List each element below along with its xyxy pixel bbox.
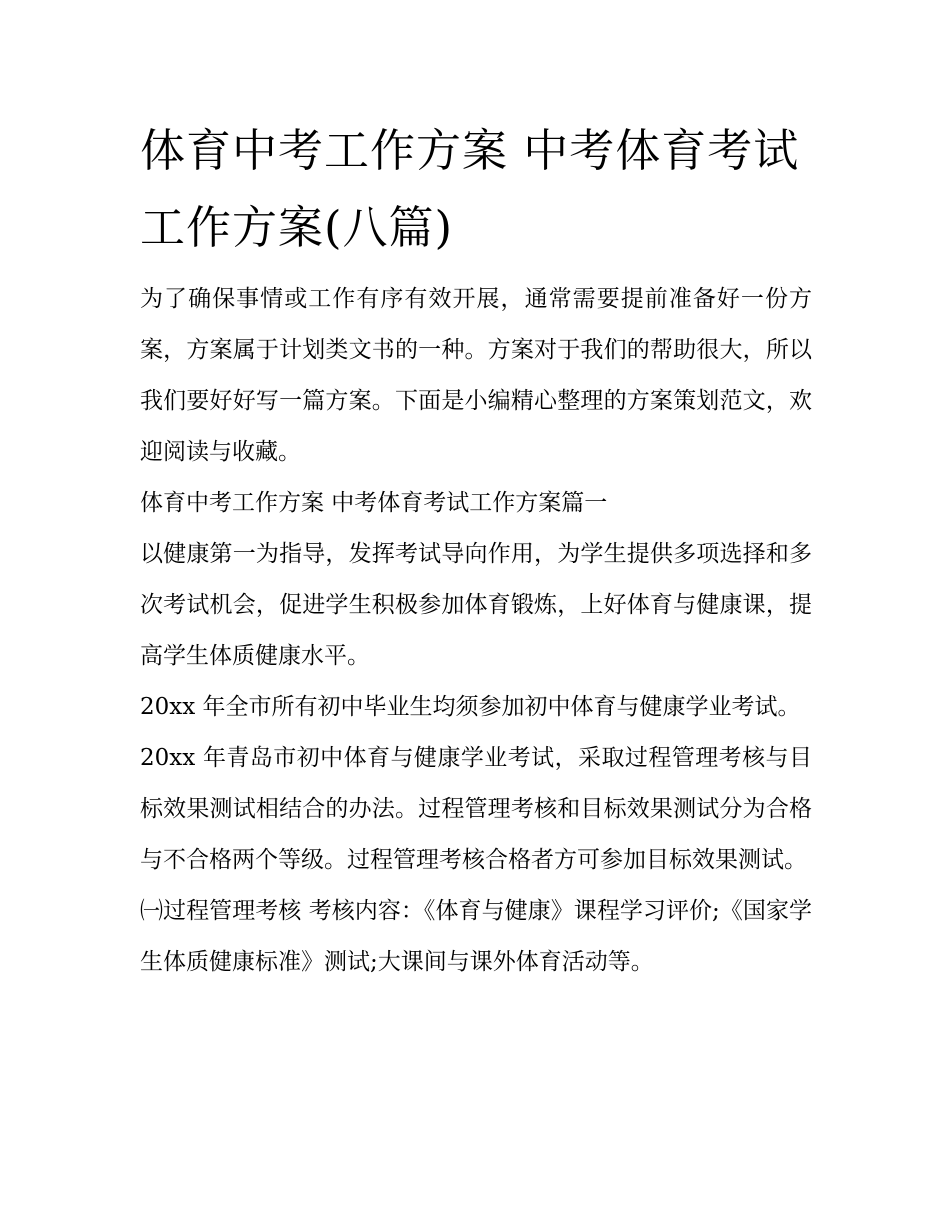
document-page (140, 112, 812, 988)
guiding-principle-paragraph: 以健康第一为指导，发挥考试导向作用，为学生提供多项选择和多次考试机会，促进学生积极参加体育锻炼，上好体育与健康课，提高学生体质健康水平。 (140, 541, 812, 669)
intro-paragraph: 为了确保事情或工作有序有效开展，通常需要提前准备好一份方案，方案属于计划类文书的一种。方案对于我们的帮助很大，所以我们要好好写一篇方案。下面是小编精心整理的方案策划范文，欢迎阅读与收藏。 (140, 286, 812, 465)
process-assessment-paragraph: ㈠过程管理考核 考核内容：《体育与健康》课程学习评价;《国家学生体质健康标准》测试;大课间与课外体育活动等。 (140, 898, 812, 975)
section-heading: 体育中考工作方案 中考体育考试工作方案篇一 (140, 490, 608, 516)
exam-method-paragraph: 20xx 年青岛市初中体育与健康学业考试，采取过程管理考核与目标效果测试相结合的办法。过程管理考核和目标效果测试分为合格与不合格两个等级。过程管理考核合格者方可参加目标效果测试。 (140, 745, 812, 873)
scope-paragraph: 20xx 年全市所有初中毕业生均须参加初中体育与健康学业考试。 (140, 694, 801, 720)
document-title: 体育中考工作方案 中考体育考试工作方案(八篇) (140, 124, 800, 254)
